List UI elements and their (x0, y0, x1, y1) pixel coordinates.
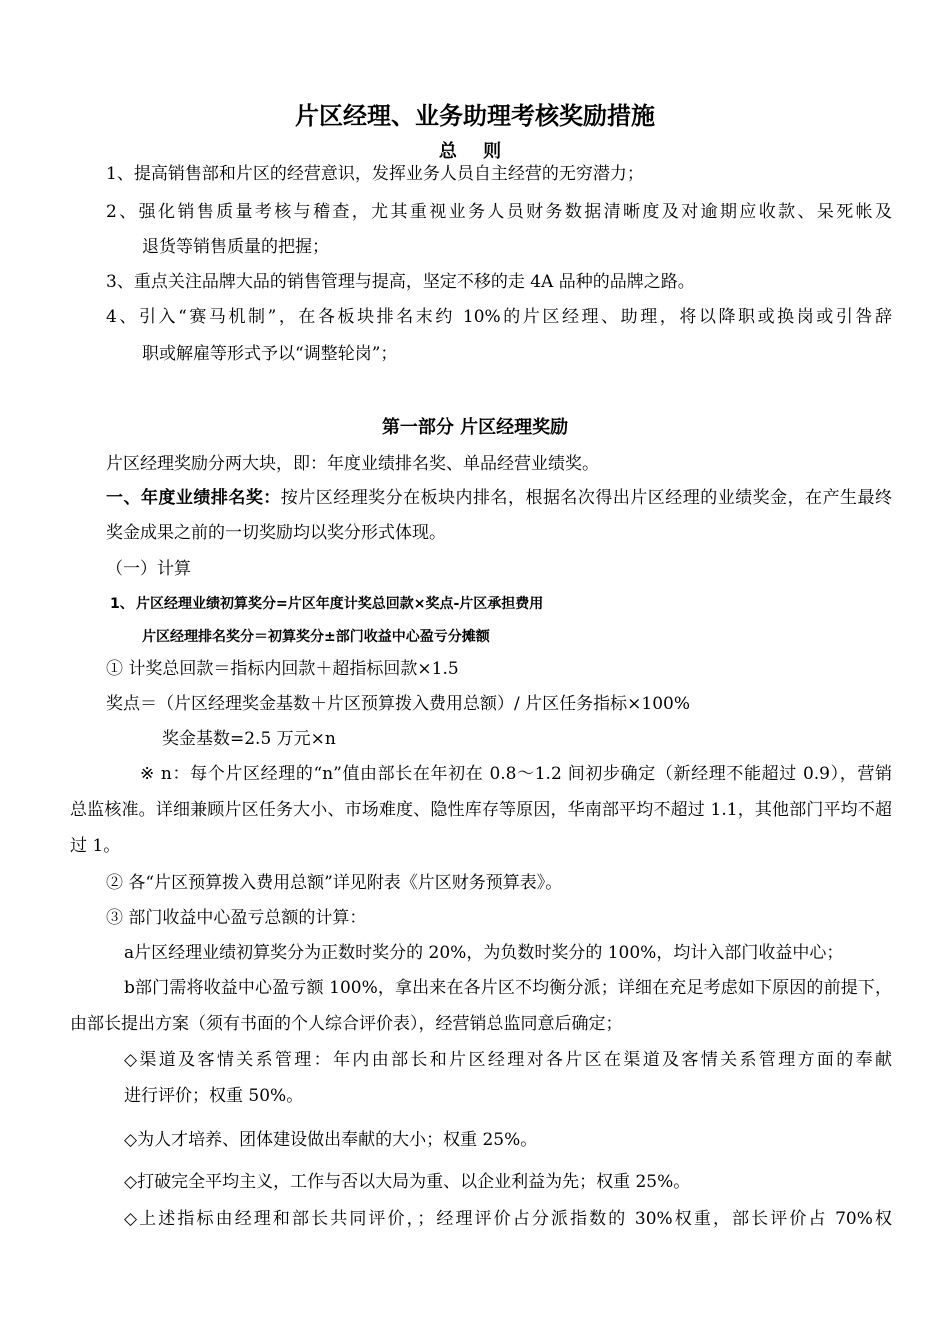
ranking-paragraph (106, 487, 892, 509)
item-3a: a片区经理业绩初算奖分为正数时奖分的 20%，为负数时奖分的 100%，均计入部门收益中心； (124, 943, 844, 963)
criteria-teamwork: ◇打破完全平均主义，工作与否以大局为重、以企业利益为先；权重 25%。 (124, 1172, 691, 1192)
item-2-budget: ② 各“片区预算拨入费用总额”详见附表《片区财务预算表》。 (106, 873, 563, 893)
bonus-base: 奖金基数=2.5 万元×n (162, 729, 336, 749)
item-3b-line-1: b部门需将收益中心盈亏额 100%，拿出来在各片区不均衡分派；详细在充足考虑如下原因的前提下， (124, 978, 892, 998)
calc-heading: （一）计算 (106, 559, 191, 579)
general-item-2-cont: 退货等销售质量的把握； (142, 237, 329, 257)
ranking-heading: 一、年度业绩排名奖： (106, 488, 281, 508)
ranking-text-cont: 奖金成果之前的一切奖励均以奖分形式体现。 (106, 523, 446, 543)
item-3b-line-2: 由部长提出方案（须有书面的个人综合评价表），经营销总监同意后确定； (70, 1014, 623, 1034)
ranking-text: 按片区经理奖分在板块内排名，根据名次得出片区经理的业绩奖金，在产生最终 (280, 488, 893, 508)
general-item-2: 2、强化销售质量考核与稽查，尤其重视业务人员财务数据清晰度及对逾期应收款、呆死帐及 (106, 202, 892, 222)
formula-1-number: 1、 (110, 596, 134, 612)
general-item-3: 3、重点关注品牌大品的销售管理与提高，坚定不移的走 4A 品种的品牌之路。 (106, 272, 695, 292)
note-line-1: ※ n：每个片区经理的“n”值由部长在年初在 0.8～1.2 间初步确定（新经理不能超过 0.9），营销 (140, 764, 892, 784)
criteria-talent: ◇为人才培养、团体建设做出奉献的大小；权重 25%。 (124, 1130, 538, 1150)
points-formula: 奖点＝（片区经理奖金基数＋片区预算拨入费用总额）/ 片区任务指标×100% (106, 694, 690, 714)
formula-2: 片区经理排名奖分＝初算奖分±部门收益中心盈亏分摊额 (142, 629, 490, 645)
criteria-channel: ◇渠道及客情关系管理：年内由部长和片区经理对各片区在渠道及客情关系管理方面的奉献 (124, 1050, 892, 1070)
general-item-4-cont: 职或解雇等形式予以“调整轮岗”； (142, 344, 398, 364)
document-title: 片区经理、业务助理考核奖励措施 (295, 102, 655, 130)
item-3-profit-loss: ③ 部门收益中心盈亏总额的计算： (106, 908, 367, 928)
part1-intro: 片区经理奖励分两大块，即：年度业绩排名奖、单品经营业绩奖。 (106, 454, 599, 474)
general-item-1: 1、提高销售部和片区的经营意识，发挥业务人员自主经营的无穷潜力； (106, 164, 644, 184)
general-principles-heading: 总 则 (438, 141, 512, 162)
criteria-channel-cont: 进行评价；权重 50%。 (124, 1086, 304, 1106)
note-line-3: 过 1。 (70, 836, 121, 856)
criteria-evaluation: ◇上述指标由经理和部长共同评价，；经理评价占分派指数的 30%权重，部长评价占 70%权 (124, 1209, 892, 1229)
formula-1: 片区经理业绩初算奖分=片区年度计奖总回款×奖点-片区承担费用 (136, 596, 544, 612)
part1-heading: 第一部分 片区经理奖励 (381, 417, 569, 438)
note-line-2: 总监核准。详细兼顾片区任务大小、市场难度、隐性库存等原因，华南部平均不超过 1.1，其他部门平均不超 (70, 800, 892, 820)
item-1-total-payment: ① 计奖总回款＝指标内回款＋超指标回款×1.5 (106, 659, 459, 679)
general-item-4: 4、引入“赛马机制”，在各板块排名末约 10%的片区经理、助理，将以降职或换岗或引咎辞 (106, 307, 892, 327)
